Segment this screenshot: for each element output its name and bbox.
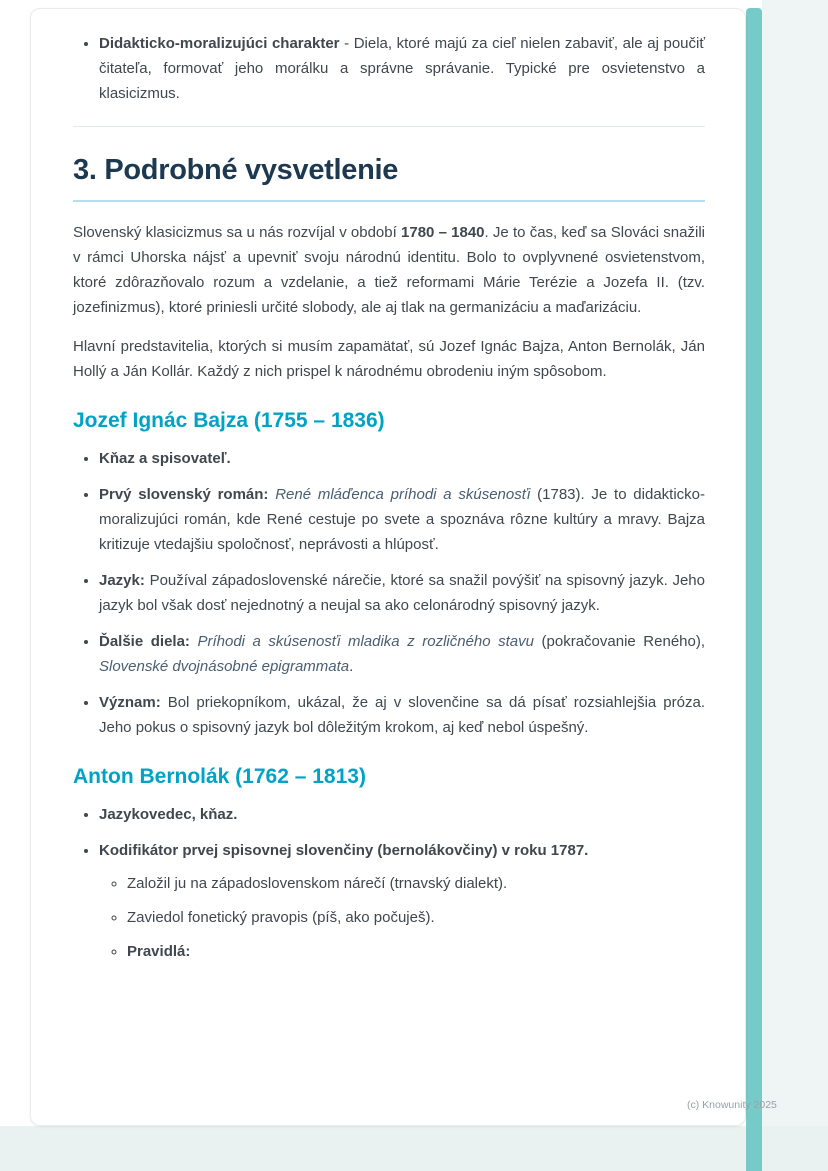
sub-list-item [127,905,705,930]
section-paragraphs [73,220,705,384]
text-run-normal: - Diela, ktoré majú za cieľ nielen zabaviť, ale aj poučiť čitateľa, formovať jeho morálku a správne správanie. Typické pre osvietenstvo a klasicizmus. [99,35,705,102]
text-run-normal: (1783). Je to didakticko-moralizujúci román, kde René cestuje po svete a spoznáva rôzne kultúry a mravy. Bajza kritizuje vtedajšiu spoločnosť, neprávosti a hlúposť. [99,486,705,553]
text-run-bold: Kňaz a spisovateľ. [99,450,231,467]
sub-bullet-list [99,871,705,964]
list-item [99,568,705,618]
list-item [99,838,705,964]
text-run-bold: Kodifikátor prvej spisovnej slovenčiny (bernolákovčiny) v roku 1787. [99,842,589,859]
text-run-normal: (pokračovanie Reného), [534,633,706,650]
list-item [99,446,705,471]
page-edge-accent-stripe [746,8,762,1171]
subsection-bullet-list [73,446,705,740]
list-item [99,31,705,106]
section-divider [73,126,705,127]
list-item [99,690,705,740]
text-run-normal: Založil ju na západoslovenskom nárečí (trnavský dialekt). [127,875,508,892]
text-run-bold: Ďalšie diela: [99,633,190,650]
text-run-normal: Používal západoslovenské nárečie, ktoré sa snažil povýšiť na spisovný jazyk. Jeho jazyk bol však dosť nejednotný a neujal sa ako celonárodný spisovný jazyk. [99,572,705,614]
text-run-normal: Hlavní predstavitelia, ktorých si musím zapamätať, sú Jozef Ignác Bajza, Anton Bernolák, Ján Hollý a Ján Kollár. Každý z nich prispel k národnému obrodeniu iným spôsobom. [73,338,705,380]
text-run-bold: 1780 – 1840 [401,224,485,241]
paragraph [73,334,705,384]
intro-bullet-list [73,31,705,106]
list-item [99,482,705,557]
subsection-heading: Jozef Ignác Bajza (1755 – 1836) [73,409,385,432]
text-run-normal: Zaviedol fonetický pravopis (píš, ako počuješ). [127,909,435,926]
bottom-margin-panel [0,1126,828,1171]
text-run-bold: Prvý slovenský román: [99,486,269,503]
subsection-heading: Anton Bernolák (1762 – 1813) [73,765,366,788]
text-run-normal: . Je to čas, keď sa Slováci snažili v rámci Uhorska nájsť a upevniť svoju národnú identitu. Bolo to ovplyvnené osvietenstvom, ktoré zdôrazňovalo rozum a vzdelanie, a tiež reformami Márie Terézie a Jozefa II. (tzv. jozefinizmus), ktoré priniesli určité slobody, ale aj tlak na germanizáciu a maďarizáciu. [73,224,705,316]
sub-list-item [127,871,705,896]
text-run-normal: Bol priekopníkom, ukázal, že aj v slovenčine sa dá písať rozsiahlejšia próza. Jeho pokus o spisovný jazyk bol dôležitým krokom, aj keď nebol úspešný. [99,694,705,736]
text-run-bold: Pravidlá: [127,943,191,960]
list-item [99,802,705,827]
text-run-italic: René mláďenca príhodi a skúsenosťi [275,486,531,503]
text-run-bold: Význam: [99,694,161,711]
text-run-bold: Jazyk: [99,572,145,589]
text-run-italic: Slovenské dvojnásobné epigrammata [99,658,350,675]
copyright-note: (c) Knowunity 2025 [687,1099,777,1111]
list-item [99,629,705,679]
subsection-bullet-list [73,802,705,964]
text-run-bold: Didakticko-moralizujúci charakter [99,35,340,52]
notes-page [30,8,746,1126]
text-run-normal: . [349,658,354,675]
text-run-italic: Príhodi a skúsenosťi mladika z rozličného stavu [197,633,534,650]
text-run-bold: Jazykovedec, kňaz. [99,806,238,823]
subsections-container [73,408,705,964]
text-run-normal: Slovenský klasicizmus sa u nás rozvíjal v období [73,224,402,241]
paragraph [73,220,705,320]
sub-list-item [127,939,705,964]
section-heading: 3. Podrobné vysvetlenie [73,153,705,202]
right-margin-panel [762,0,828,1171]
